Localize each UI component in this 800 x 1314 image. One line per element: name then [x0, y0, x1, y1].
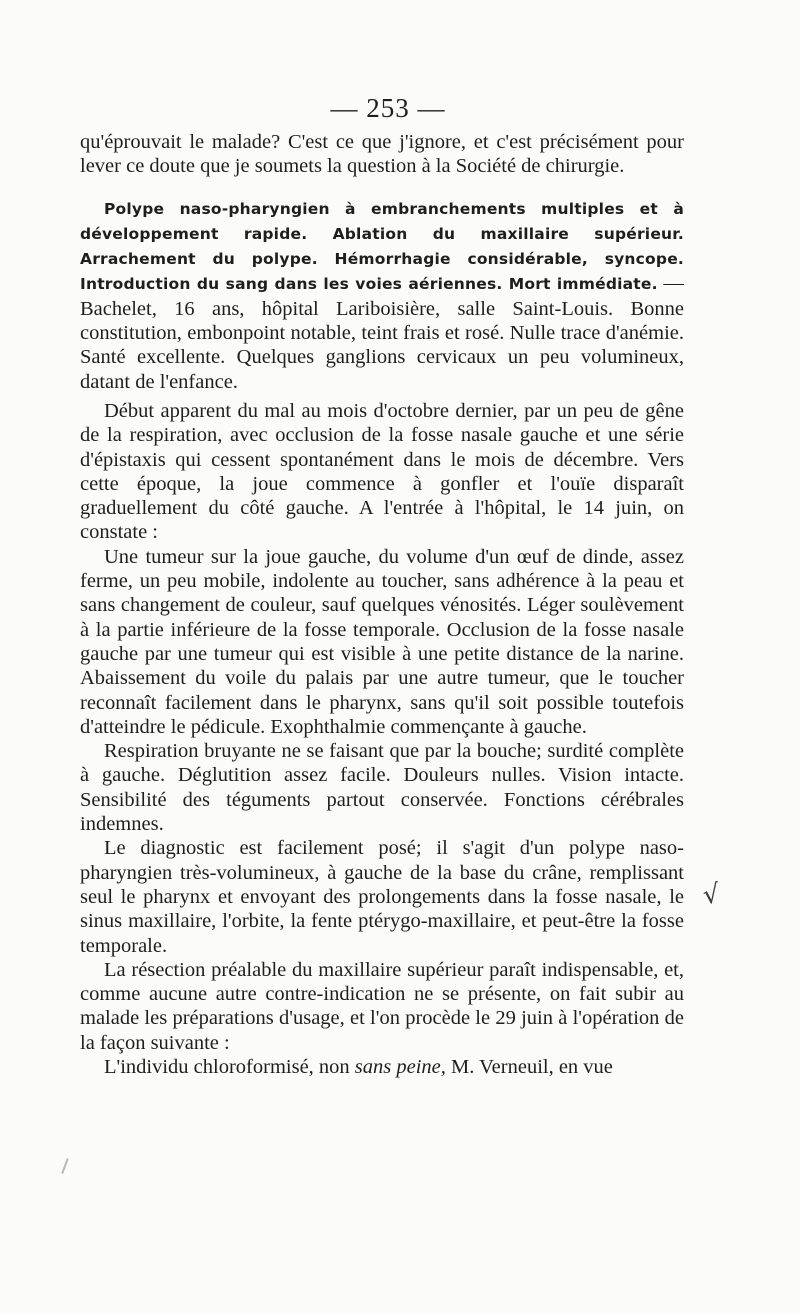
case-body: — Bachelet, 16 ans, hôpital Lariboisière, salle Saint-Louis. Bonne constitution, embonpoint notable, teint frais et rosé. Nulle trace d'anémie. Santé excellente. Quelques ganglions cervicaux un peu volumineux, datant de l'enfance. [80, 272, 684, 393]
pencil-mark [61, 1158, 68, 1174]
paragraph-respiration: Respiration bruyante ne se faisant que par la bouche; surdité complète à gauche. Déglutition assez facile. Douleurs nulles. Vision intacte. Sensibilité des téguments partout conservée. Fonctions cérébrales indemnes. [80, 740, 684, 836]
page-text [80, 88, 684, 1079]
paragraph-tumeur: Une tumeur sur la joue gauche, du volume d'un œuf de dinde, assez ferme, un peu mobile, indolente au toucher, sans adhérence à la peau et sans changement de couleur, sauf quelques vénosités. Léger soulèvement à la partie inférieure de la fosse temporale. Occlusion de la fosse nasale gauche par une tumeur qui est visible à une petite distance de la narine. Abaissement du voile du palais par une autre tumeur, que le toucher reconnaît facilement dans le pharynx, sans qu'il soit possible toutefois d'atteindre le pédicule. Exophthalmie commençante à gauche. [80, 545, 684, 738]
case-paragraph [80, 196, 684, 394]
last-line-end: M. Verneuil, en vue [445, 1055, 613, 1078]
paragraph-resection: La résection préalable du maxillaire supérieur paraît indispensable, et, comme aucune autre contre-indication ne se présente, on fait subir au malade les préparations d'usage, et l'on procède le 29 juin à l'opération de la façon suivante : [80, 958, 684, 1054]
last-line-italic: sans peine, [354, 1055, 446, 1078]
last-line-start: L'individu chloroformisé, non [104, 1055, 355, 1078]
paragraph-intro: qu'éprouvait le malade? C'est ce que j'ignore, et c'est précisément pour lever ce doute que je soumets la question à la Société de chirurgie. [80, 131, 684, 178]
paragraph-last-line [80, 1055, 684, 1079]
page-number: — 253 — [330, 93, 446, 123]
check-mark-icon: √ [700, 878, 722, 912]
paragraph-diagnostic: Le diagnostic est facilement posé; il s'agit d'un polype naso-pharyngien très-volumineux, à gauche de la base du crâne, remplissant seul le pharynx et envoyant des prolongements dans la fosse nasale, le sinus maxillaire, l'orbite, la fente ptérygo-maxillaire, et peut-être la fosse temporale. [80, 837, 684, 957]
paragraph-debut: Début apparent du mal au mois d'octobre dernier, par un peu de gêne de la respiration, avec occlusion de la fosse nasale gauche et une série d'épistaxis qui cessent spontanément dans le mois de décembre. Vers cette époque, la joue commence à gonfler et l'ouïe disparaît graduellement du côté gauche. A l'entrée à l'hôpital, le 14 juin, on constate : [80, 399, 684, 544]
case-title: Polype naso-pharyngien à embranchements multiples et à développement rapide. Ablation du maxillaire supérieur. Arrachement du polype. Hémorrhagie considérable, syncope. Introduction du sang dans les voies aériennes. Mort immédiate. [80, 199, 684, 294]
